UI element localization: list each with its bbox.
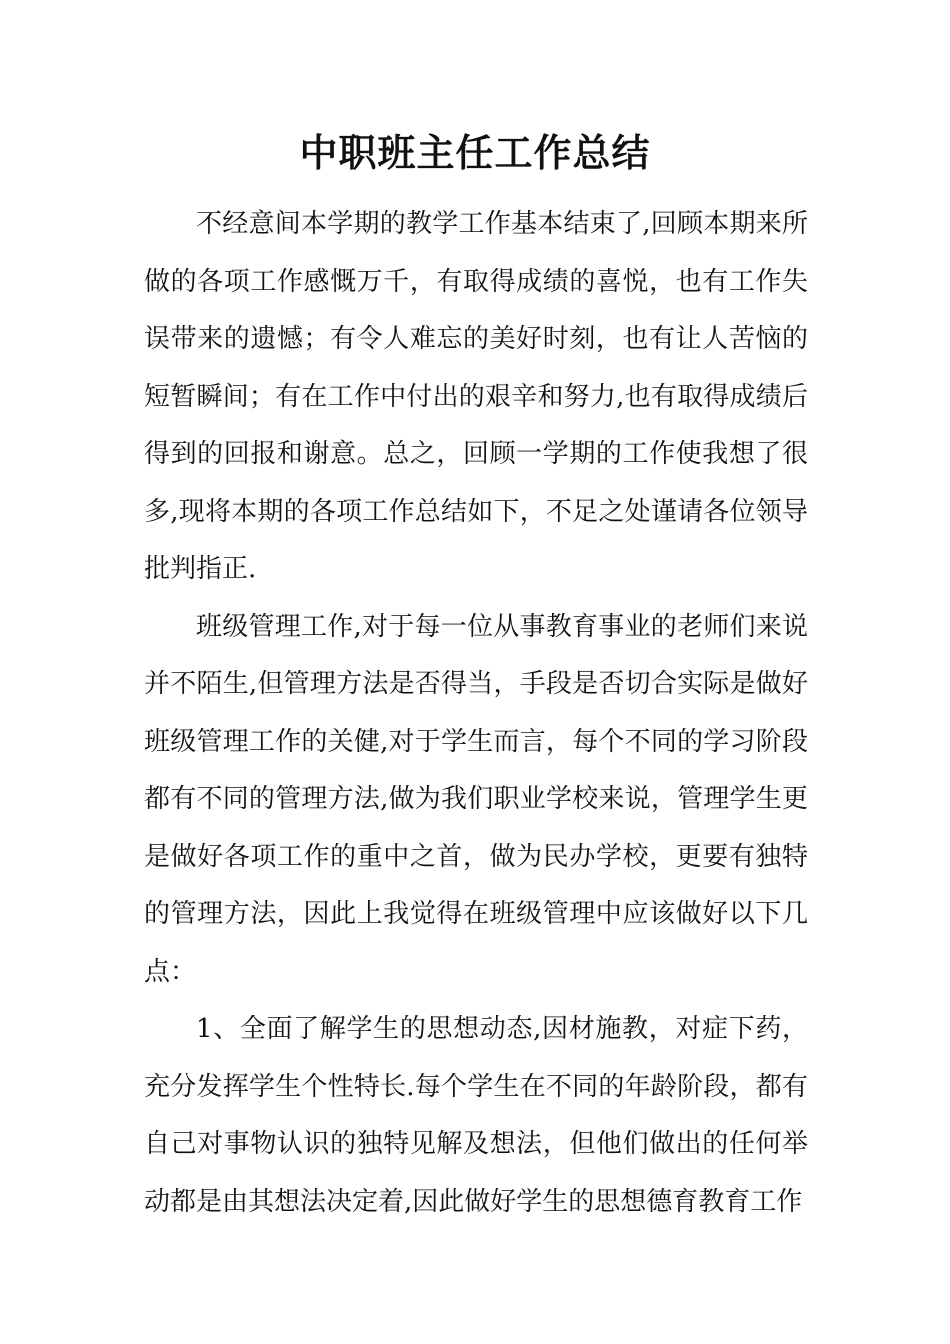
document-body xyxy=(144,196,808,1231)
paragraph-class-management: 班级管理工作,对于每一位从事教育事业的老师们来说并不陌生,但管理方法是否得当，手段是否切合实际是做好班级管理工作的关健,对于学生而言，每个不同的学习阶段都有不同的管理方法,做为我们职业学校来说，管理学生更是做好各项工作的重中之首，做为民办学校，更要有独特的管理方法，因此上我觉得在班级管理中应该做好以下几点： xyxy=(144,611,808,987)
paragraph-intro: 不经意间本学期的教学工作基本结束了,回顾本期来所做的各项工作感慨万千，有取得成绩的喜悦，也有工作失误带来的遗憾；有令人难忘的美好时刻，也有让人苦恼的短暂瞬间；有在工作中付出的艰辛和努力,也有取得成绩后得到的回报和谢意。总之，回顾一学期的工作使我想了很多,现将本期的各项工作总结如下，不足之处谨请各位领导批判指正. xyxy=(144,209,808,584)
paragraph-point-1: 1、全面了解学生的思想动态,因材施教，对症下药，充分发挥学生个性特长.每个学生在不同的年龄阶段，都有自己对事物认识的独特见解及想法，但他们做出的任何举动都是由其想法决定着,因此做好学生的思想德育教育工作 xyxy=(144,1014,808,1217)
document-title: 中职班主任工作总结 xyxy=(299,131,651,175)
